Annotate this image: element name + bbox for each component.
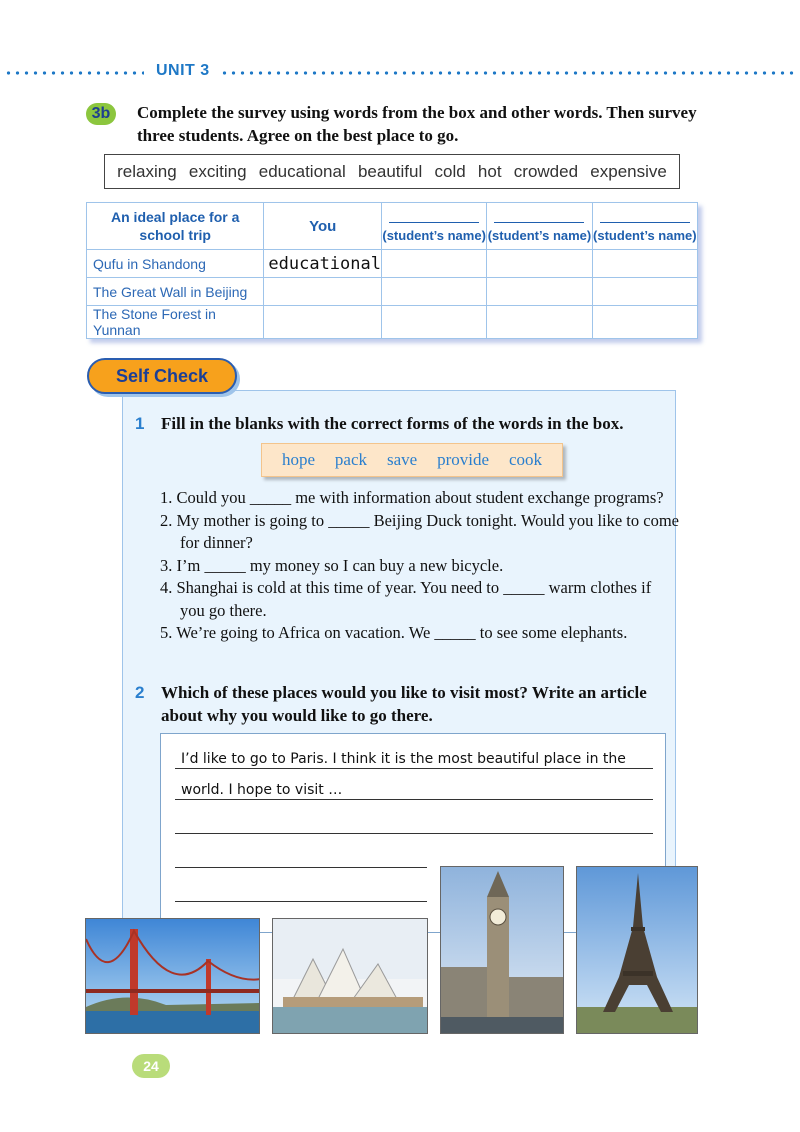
survey-table: [86, 202, 698, 339]
golden-gate-bridge-photo: [85, 918, 260, 1034]
word-box-item: save: [386, 450, 418, 469]
word-box-item: expensive: [590, 161, 667, 181]
table-row: [87, 306, 698, 339]
exercise-3b-instruction: Complete the survey using words from the box and other words. Then survey three students. Agree on the best place to go.: [137, 103, 697, 145]
word-box-item: cold: [434, 161, 466, 181]
word-box-item: beautiful: [357, 161, 423, 181]
word-box-item: pack: [334, 450, 368, 469]
header-you: You: [264, 203, 382, 250]
word-box-item: relaxing: [117, 161, 177, 181]
student-answer-cell[interactable]: [592, 250, 697, 278]
place-cell: Qufu in Shandong: [87, 250, 264, 278]
unit-header: [0, 62, 800, 84]
list-item: 1. Could you _____ me with information about student exchange programs?: [160, 488, 664, 507]
writing-line[interactable]: [175, 816, 653, 834]
table-row: [87, 250, 698, 278]
question-1-instruction: Fill in the blanks with the correct forms of the words in the box.: [161, 414, 624, 433]
word-box-3b: [104, 154, 680, 189]
word-box-self-check: [261, 443, 563, 477]
exercise-badge-3b: 3b: [86, 103, 116, 125]
big-ben-photo: [440, 866, 564, 1034]
word-box-item: hot: [477, 161, 502, 181]
question-1-sentences: [160, 487, 680, 645]
sydney-opera-house-photo: [272, 918, 428, 1034]
dotted-rule-right: [220, 71, 798, 75]
you-answer-cell[interactable]: [264, 278, 382, 306]
writing-line[interactable]: world. I hope to visit …: [175, 781, 653, 800]
eiffel-tower-photo: [576, 866, 698, 1034]
question-2-number: 2: [135, 683, 145, 702]
student-answer-cell[interactable]: [381, 250, 486, 278]
unit-title: UNIT 3: [156, 62, 210, 79]
header-student-1: (student’s name): [381, 203, 486, 250]
student-answer-cell[interactable]: [487, 250, 592, 278]
place-cell: The Great Wall in Beijing: [87, 278, 264, 306]
header-student-3: (student’s name): [592, 203, 697, 250]
table-row: [87, 278, 698, 306]
word-box-item: hope: [281, 450, 315, 469]
question-1-number: 1: [135, 414, 145, 433]
header-place: An ideal place for a school trip: [87, 203, 264, 250]
list-item: 2. My mother is going to _____ Beijing Duck tonight. Would you like to come for dinner?: [160, 510, 680, 552]
word-box-item: provide: [437, 450, 490, 469]
place-cell: The Stone Forest in Yunnan: [87, 306, 264, 339]
list-item: 3. I’m _____ my money so I can buy a new bicycle.: [160, 555, 504, 575]
student-answer-cell[interactable]: [381, 306, 486, 339]
word-box-item: cook: [508, 450, 543, 469]
page-number: 24: [132, 1054, 170, 1078]
dotted-rule-left: [4, 71, 144, 75]
writing-line[interactable]: [175, 884, 427, 902]
student-answer-cell[interactable]: [487, 278, 592, 306]
list-item: 4. Shanghai is cold at this time of year. You need to _____ warm clothes if you go there.: [160, 578, 652, 620]
writing-line[interactable]: I’d like to go to Paris. I think it is the most beautiful place in the: [175, 750, 653, 769]
name-blank: [600, 222, 690, 223]
header-student-2: (student’s name): [487, 203, 592, 250]
self-check-title: Self Check: [87, 358, 237, 394]
list-item: 5. We’re going to Africa on vacation. We _____ to see some elephants.: [160, 623, 628, 642]
word-box-item: exciting: [188, 161, 247, 181]
word-box-item: educational: [258, 161, 346, 181]
student-answer-cell[interactable]: [381, 278, 486, 306]
you-answer-cell[interactable]: educational: [264, 250, 382, 278]
name-blank: [389, 222, 479, 223]
question-2-instruction: Which of these places would you like to visit most? Write an article about why you would like to go there.: [161, 683, 647, 725]
student-answer-cell[interactable]: [592, 306, 697, 339]
student-answer-cell[interactable]: [487, 306, 592, 339]
writing-line[interactable]: [175, 850, 427, 868]
survey-header-row: [87, 203, 698, 250]
you-answer-cell[interactable]: [264, 306, 382, 339]
name-blank: [494, 222, 584, 223]
student-answer-cell[interactable]: [592, 278, 697, 306]
word-box-item: crowded: [513, 161, 579, 181]
